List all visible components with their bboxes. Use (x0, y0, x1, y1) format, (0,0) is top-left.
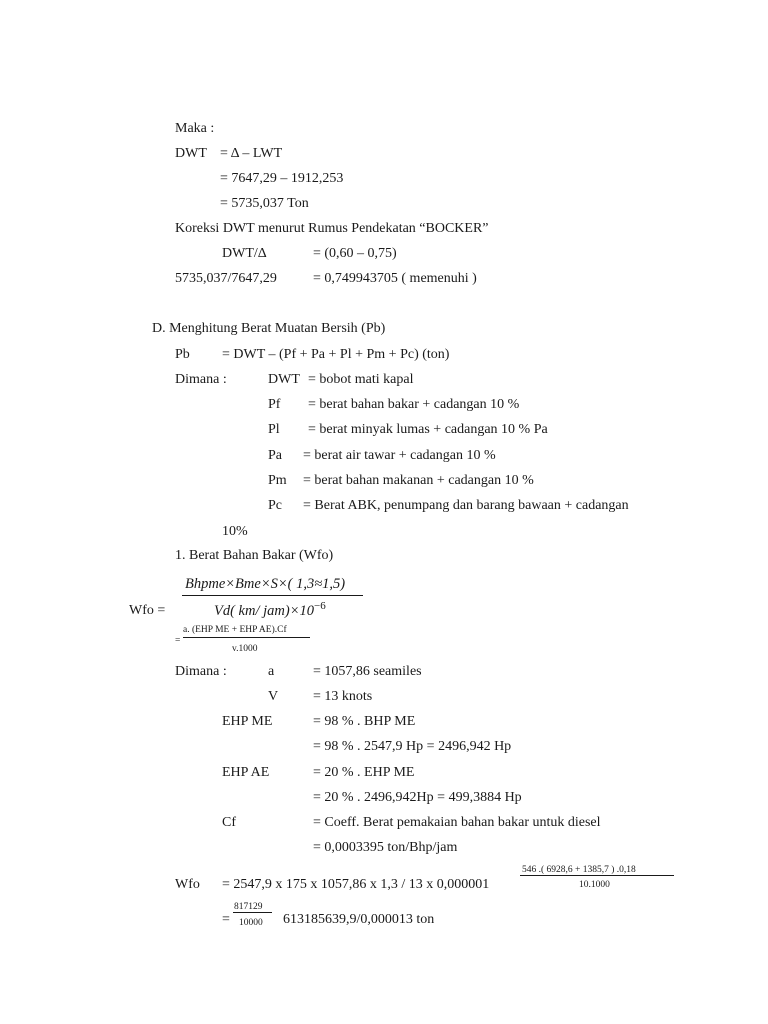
result-fraction-bar (233, 912, 272, 913)
result-numerator: 817129 (234, 902, 263, 912)
formula2-bar (183, 637, 310, 638)
wfo-formula-numerator: Bhpme×Bme×S×( 1,3≈1,5) (185, 576, 346, 592)
cf-line2: = 0,0003395 ton/Bhp/jam (313, 840, 458, 855)
pb-heading: D. Menghitung Berat Muatan Bersih (Pb) (152, 321, 386, 336)
wfo-label: Wfo = (129, 603, 166, 618)
dwt-ratio-range: = (0,60 – 0,75) (313, 246, 397, 261)
ehp-ae-line2: = 20 % . 2496,942Hp = 499,3884 Hp (313, 790, 522, 805)
def-description: = berat bahan bakar + cadangan 10 % (308, 397, 520, 412)
formula2-numerator: a. (EHP ME + EHP AE).Cf (183, 625, 287, 635)
ehp-me-label: EHP ME (222, 714, 273, 729)
def-symbol: Pc (268, 498, 282, 513)
def-symbol: V (268, 689, 279, 704)
def-symbol: DWT (268, 372, 300, 387)
pb-dimana: Dimana : (175, 372, 227, 387)
wfo-formula-denominator: Vd( km/ $jam)\times 10^{-6}$ (214, 600, 326, 619)
ehp-ae-line1: = 20 % . EHP ME (313, 765, 415, 780)
dwt-ratio-calc-label: 5735,037/7647,29 (175, 271, 277, 286)
def-value: = 13 knots (313, 689, 373, 704)
maka-label: Maka : (175, 121, 215, 136)
cf-label: Cf (222, 815, 236, 830)
def-symbol: Pm (268, 473, 287, 488)
def-description: = berat bahan makanan + cadangan 10 % (303, 473, 534, 488)
result-denominator: 10000 (239, 918, 263, 928)
dwt-calculation: = 7647,29 – 1912,253 (220, 171, 344, 186)
wfo-dimana: Dimana : (175, 664, 227, 679)
def-description: = berat air tawar + cadangan 10 % (303, 448, 496, 463)
ehp-me-line1: = 98 % . BHP ME (313, 714, 416, 729)
formula2-equals: = (175, 636, 181, 646)
dwt-result: = 5735,037 Ton (220, 196, 309, 211)
wfo-calculation: = 2547,9 x 175 x 1057,86 x 1,3 / 13 x 0,000001 (222, 877, 490, 892)
wfo-label-2: Wfo (175, 877, 200, 892)
def-wrap-text: 10% (222, 524, 248, 539)
def-symbol: Pf (268, 397, 281, 412)
ehp-me-line2: = 98 % . 2547,9 Hp = 2496,942 Hp (313, 739, 512, 754)
calc-numerator: 546 .( 6928,6 + 1385,7 ) .0,18 (522, 865, 636, 875)
dwt-formula: = Δ – LWT (220, 146, 283, 161)
cf-line1: = Coeff. Berat pemakaian bahan bakar untuk diesel (313, 815, 601, 830)
wfo-fraction-bar (182, 595, 363, 596)
exponent: −6 (314, 600, 326, 612)
wfo-heading: 1. Berat Bahan Bakar (Wfo) (175, 548, 334, 563)
def-symbol: a (268, 664, 275, 679)
formula2-denominator: v.1000 (232, 644, 258, 654)
def-description: = Berat ABK, penumpang dan barang bawaan + cadangan (303, 498, 629, 513)
def-description: = bobot mati kapal (308, 372, 414, 387)
def-value: = 1057,86 seamiles (313, 664, 422, 679)
dwt-correction-title: Koreksi DWT menurut Rumus Pendekatan “BOCKER” (175, 221, 489, 236)
def-symbol: Pa (268, 448, 282, 463)
calc-denominator: 10.1000 (579, 880, 610, 890)
calc-fraction-bar (520, 875, 674, 876)
dwt-label: DWT (175, 146, 207, 161)
def-symbol: Pl (268, 422, 280, 437)
result-tail: 613185639,9/0,000013 ton (283, 912, 435, 927)
def-description: = berat minyak lumas + cadangan 10 % Pa (308, 422, 548, 437)
dwt-ratio-calc-value: = 0,749943705 ( memenuhi ) (313, 271, 477, 286)
pb-formula: = DWT – (Pf + Pa + Pl + Pm + Pc) (ton) (222, 347, 450, 362)
formula2-fraction (183, 624, 310, 639)
ehp-ae-label: EHP AE (222, 765, 270, 780)
result-equals: = (222, 912, 230, 927)
pb-label: Pb (175, 347, 190, 362)
dwt-ratio-label: DWT/Δ (222, 246, 267, 261)
